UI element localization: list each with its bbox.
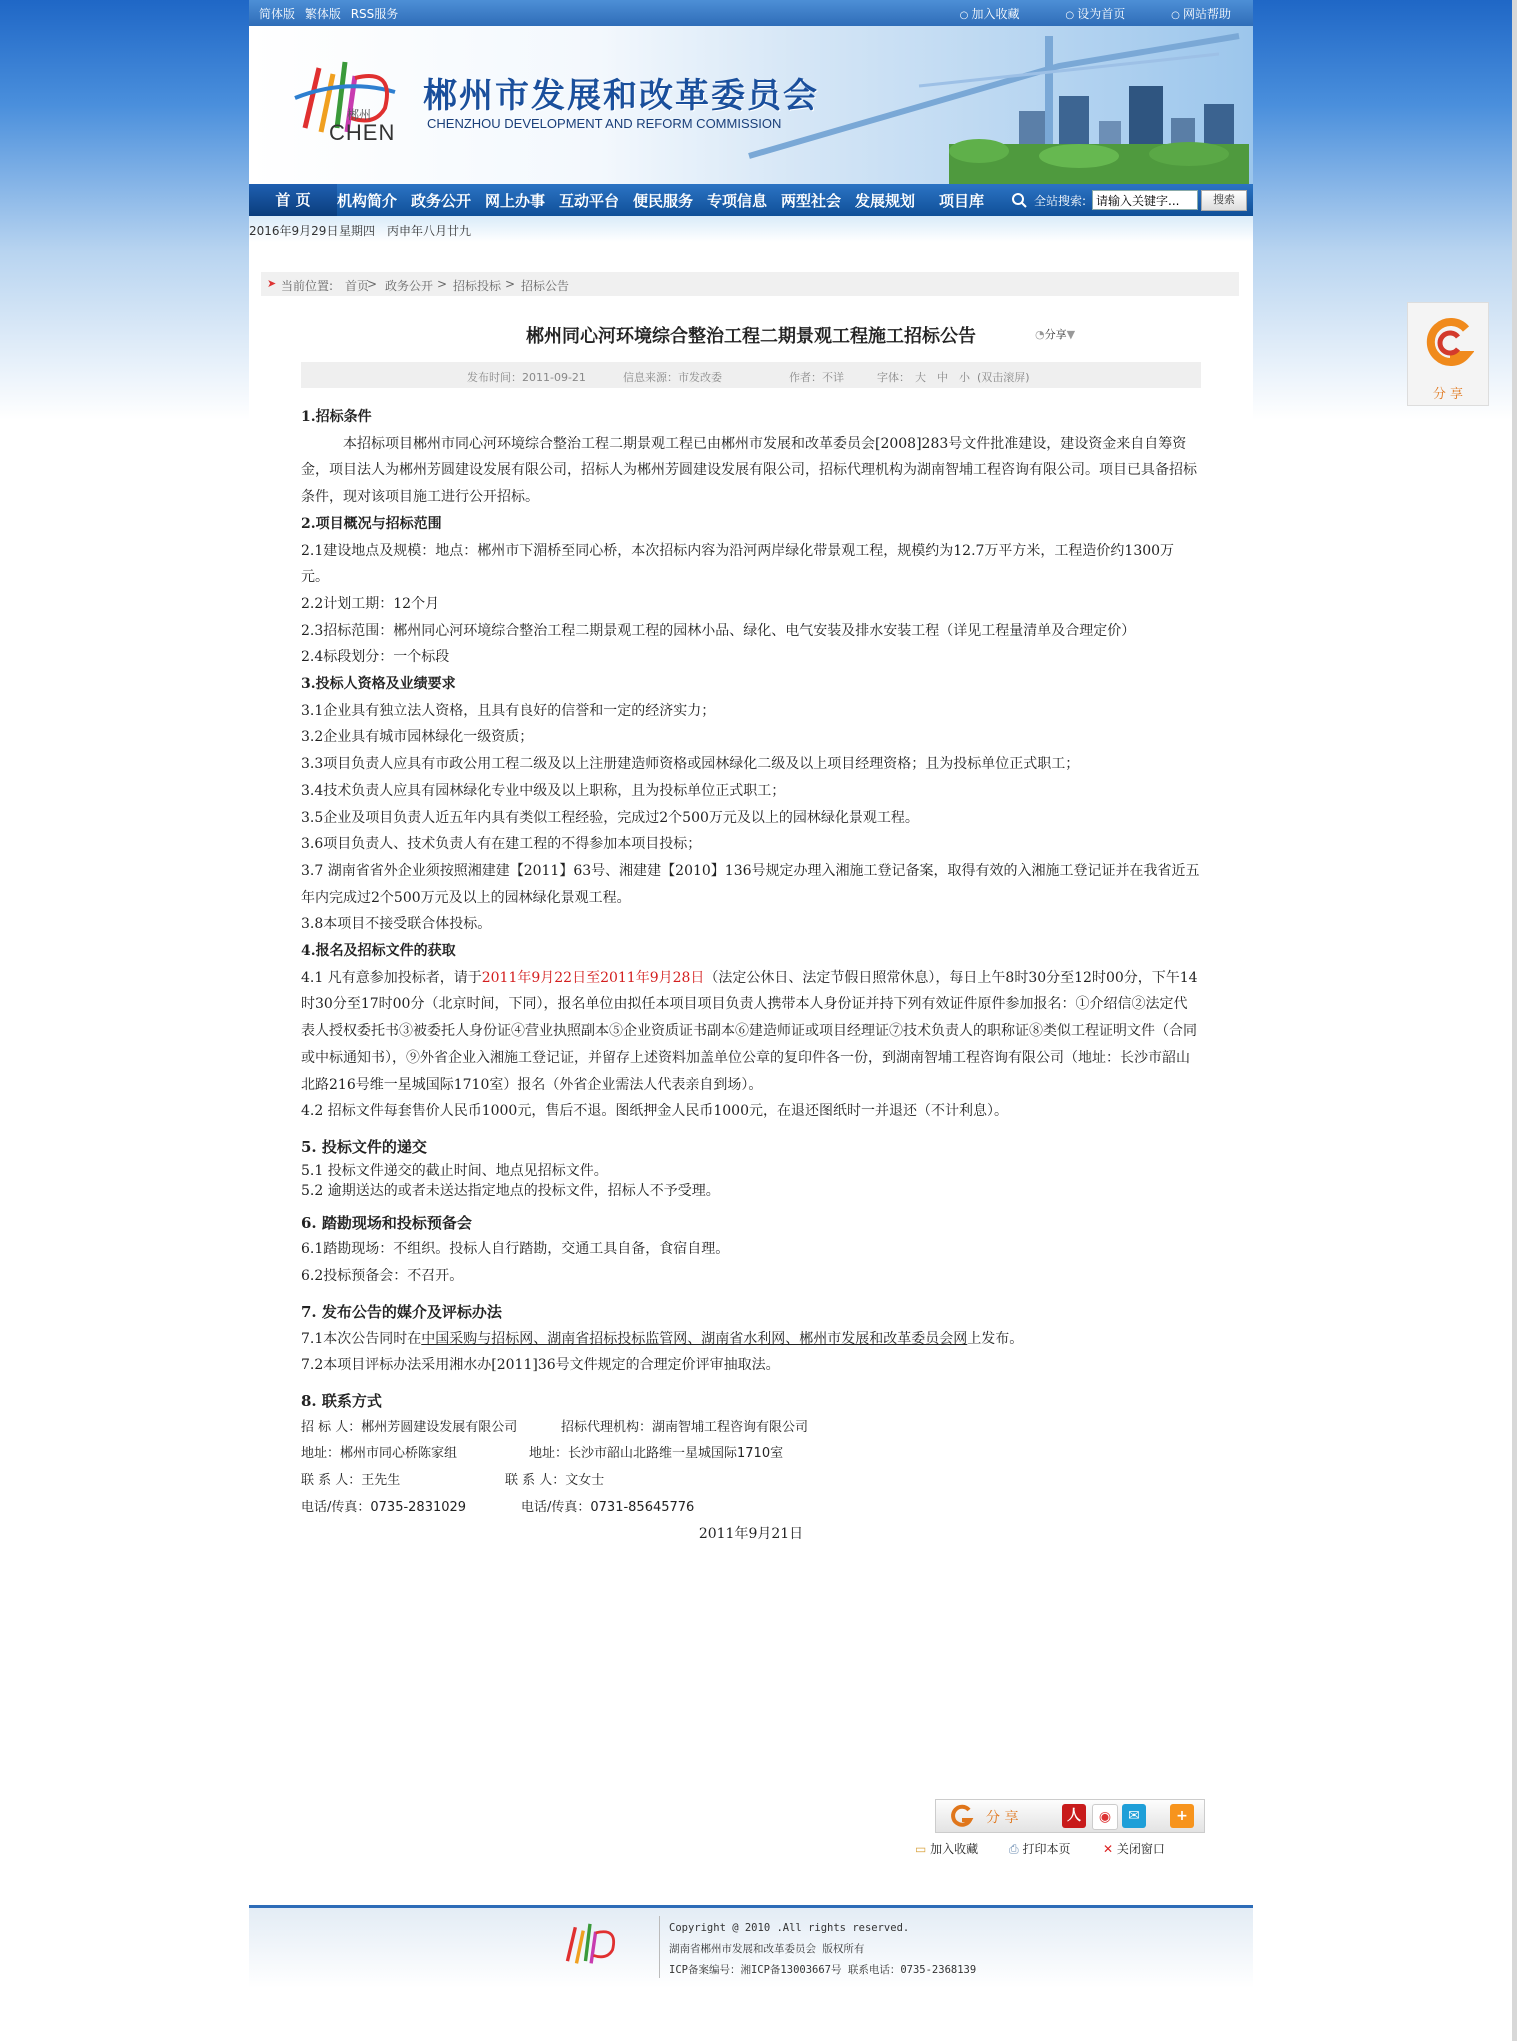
breadcrumb-home[interactable]: 首页 [345, 279, 370, 293]
set-homepage-link[interactable]: ○ 设为首页 [1065, 7, 1125, 21]
share-small-label: 分享 [1044, 328, 1067, 341]
footer-separator [659, 1916, 660, 1978]
section-title: 8. 联系方式 [301, 1391, 382, 1410]
contact-person-1: 联 系 人：王先生 [301, 1473, 401, 1489]
scroll-hint: (双击滚屏) [977, 371, 1030, 384]
contact-address-2: 地址：长沙市韶山北路维一星城国际1710室 [529, 1446, 784, 1462]
breadcrumb-label: 当前位置: [281, 279, 334, 293]
page-container [249, 0, 1253, 2041]
text: 上发布。 [967, 1330, 1024, 1347]
contact-tel-2: 电话/传真：0731-85645776 [521, 1499, 695, 1515]
article-title: 郴州同心河环境综合整治工程二期景观工程施工招标公告 [526, 326, 976, 347]
footer-text [669, 1918, 976, 1981]
publish-media-links[interactable]: 中国采购与招标网、湖南省招标投标监管网、湖南省水利网、郴州市发展和改革委员会网 [421, 1330, 968, 1347]
nav-item-special[interactable]: 专项信息 [707, 192, 768, 210]
lang-traditional-link[interactable]: 繁体版 [304, 7, 341, 21]
breadcrumb-sep: > [367, 277, 378, 291]
current-date: 2016年9月29日 [249, 224, 339, 238]
rss-link[interactable]: RSS服务 [350, 7, 399, 21]
contact-tenderer: 招 标 人：郴州芳圆建设发展有限公司 [301, 1419, 518, 1435]
close-action[interactable] [1103, 1840, 1165, 1857]
share-logo-icon [950, 1804, 974, 1828]
city-skyline-illustration [719, 26, 1253, 184]
people-daily-icon[interactable]: 人 [1062, 1804, 1086, 1828]
paragraph: 3.4技术负责人应具有园林绿化专业中级及以上职称，且为投标单位正式职工； [301, 782, 786, 799]
nav-item-projects[interactable]: 项目库 [939, 192, 985, 210]
add-favorite-action[interactable] [915, 1840, 978, 1857]
site-subtitle: CHENZHOU DEVELOPMENT AND REFORM COMMISSION [427, 116, 782, 131]
site-help-link[interactable]: ○ 网站帮助 [1171, 7, 1231, 21]
qzone-icon[interactable]: ✉ [1122, 1804, 1146, 1828]
nav-item-org[interactable]: 机构简介 [337, 192, 398, 210]
contact-address-1: 地址：郴州市同心桥陈家组 [301, 1446, 458, 1462]
nav-item-online[interactable]: 网上办事 [485, 192, 546, 210]
text: （法定公休日、法定节假日照常休息），每日上午8时30分至12时00分，下午14时30分至17时00分（北京时间，下同），报名单位由拟任本项目项目负责人携带本人身份证并持下列有效证件原件参加报名：①介绍信②法定代表人授权委托书③被委托人身份证④营业执照副本⑤企业资质证书副本⑥建造师证或项目经理证⑦技术负责人的职称证⑧类似工程证明文件（合同或中标通知书），⑨外省企业入湘施工登记证，并留存上述资料加盖单位公章的复印件各一份，到湖南智埔工程咨询有限公司（地址：长沙市韶山北路216号维一星城国际1710室）报名（外省企业需法人代表亲自到场）。 [301, 969, 1198, 1093]
paragraph: 本招标项目郴州市同心河环境综合整治工程二期景观工程已由郴州市发展和改革委员会[2008]283号文件批准建设，建设资金来自自筹资金，项目法人为郴州芳圆建设发展有限公司，招标人为郴州芳圆建设发展有限公司，招标代理机构为湖南智埔工程咨询有限公司。项目已具备招标条件，现对该项目施工进行公开招标。 [301, 435, 1197, 506]
paragraph: 7.2本项目评标办法采用湘水办[2011]36号文件规定的合理定价评审抽取法。 [301, 1357, 780, 1374]
paragraph [301, 965, 1201, 1099]
side-share-label: 分 享 [1432, 387, 1464, 402]
section-title: 1.招标条件 [301, 409, 372, 425]
folder-icon: ▭ [915, 1842, 927, 1856]
share-small-icon: ◔ [1035, 328, 1045, 341]
add-favorite-link[interactable]: ○ 加入收藏 [960, 7, 1020, 21]
section-title: 7. 发布公告的媒介及评标办法 [301, 1302, 502, 1321]
breadcrumb-sep: > [505, 277, 516, 291]
breadcrumb [261, 272, 1239, 296]
sign-date: 2011年9月21日 [698, 1526, 804, 1543]
breadcrumb-gov[interactable]: 政务公开 [385, 279, 434, 293]
contact-agent: 招标代理机构：湖南智埔工程咨询有限公司 [561, 1419, 809, 1435]
paragraph: 2.3招标范围：郴州同心河环境综合整治工程二期景观工程的园林小品、绿化、电气安装及排水安装工程（详见工程量清单及合理定价） [301, 622, 1136, 639]
section-title: 3.投标人资格及业绩要求 [301, 676, 456, 693]
paragraph: 2.4标段划分：一个标段 [301, 649, 450, 666]
footer-owner: 湖南省郴州市发展和改革委员会 版权所有 [669, 1943, 865, 1955]
section-title: 2.项目概况与招标范围 [301, 515, 442, 532]
logo-en-text: CHEN [329, 120, 396, 145]
lunar-date: 丙申年八月廿九 [387, 224, 472, 238]
main-nav [249, 184, 1253, 216]
footer-copyright: Copyright @ 2010 .All rights reserved. [669, 1922, 910, 1934]
logo-cn-text: 郴州 [347, 108, 372, 122]
header-banner [249, 26, 1253, 184]
printer-icon: ⎙ [1009, 1842, 1019, 1856]
registration-dates: 2011年9月22日至2011年9月28日 [481, 969, 705, 986]
breadcrumb-bidding[interactable]: 招标投标 [453, 279, 502, 293]
font-medium-button[interactable]: 中 [937, 371, 948, 384]
paragraph: 6.1踏勘现场：不组织。投标人自行踏勘，交通工具自备，食宿自理。 [301, 1241, 730, 1258]
footer-logo-icon [555, 1916, 625, 1978]
search-icon [1011, 192, 1027, 208]
print-action[interactable] [1009, 1840, 1070, 1857]
nav-item-society[interactable]: 两型社会 [781, 192, 842, 210]
font-large-button[interactable]: 大 [915, 371, 926, 384]
breadcrumb-sep: > [437, 277, 448, 291]
text: 4.1 凡有意参加投标者，请于 [301, 969, 482, 986]
share-small-button[interactable] [1035, 326, 1075, 342]
close-label: 关闭窗口 [1116, 1842, 1165, 1856]
weibo-icon[interactable]: ◉ [1092, 1804, 1118, 1830]
share-label: 分 享 [986, 1810, 1019, 1826]
paragraph: 4.2 招标文件每套售价人民币1000元，售后不退。图纸押金人民币1000元，在退还图纸时一并退还（不计利息）。 [301, 1103, 1008, 1120]
paragraph: 3.5企业及项目负责人近五年内具有类似工程经验，完成过2个500万元及以上的园林绿化景观工程。 [301, 809, 919, 826]
font-small-button[interactable]: 小 [959, 371, 970, 384]
nav-home[interactable]: 首 页 [249, 184, 337, 216]
search-label: 全站搜索: [1034, 194, 1087, 208]
breadcrumb-arrow-icon: ➤ [267, 277, 277, 290]
share-bar[interactable] [935, 1799, 1205, 1833]
article-body [301, 404, 1201, 1548]
meta-source: 信息来源：市发改委 [623, 371, 722, 384]
section-title: 5. 投标文件的递交 [301, 1137, 427, 1156]
text: 7.1本次公告同时在 [301, 1330, 422, 1347]
meta-published: 发布时间：2011-09-21 [467, 371, 586, 384]
section-title: 4.报名及招标文件的获取 [301, 943, 456, 960]
paragraph: 2.1建设地点及规模：地点：郴州市下湄桥至同心桥，本次招标内容为沿河两岸绿化带景观工程，规模约为12.7万平方米，工程造价约1300万元。 [301, 542, 1175, 586]
lang-simplified-link[interactable]: 简体版 [259, 7, 296, 21]
contact-person-2: 联 系 人：文女士 [505, 1473, 605, 1489]
search-input[interactable] [1092, 190, 1198, 210]
paragraph: 3.1企业具有独立法人资格，且具有良好的信誉和一定的经济实力； [301, 702, 716, 719]
paragraph: 6.2投标预备会：不召开。 [301, 1268, 464, 1285]
search-button[interactable]: 搜索 [1201, 190, 1247, 211]
close-icon: ✕ [1103, 1842, 1114, 1856]
top-bar [249, 0, 1253, 26]
nav-item-gov[interactable]: 政务公开 [411, 192, 472, 210]
add-favorite-label: 加入收藏 [930, 1842, 979, 1856]
paragraph: 3.3项目负责人应具有市政公用工程二级及以上注册建造师资格或园林绿化二级及以上项目经理资格；且为投标单位正式职工； [301, 756, 1080, 773]
nav-item-service[interactable]: 便民服务 [633, 192, 694, 210]
paragraph [301, 1326, 1201, 1353]
print-label: 打印本页 [1022, 1842, 1071, 1856]
share-logo-icon [1422, 313, 1474, 375]
paragraph: 3.6项目负责人、技术负责人有在建工程的不得参加本项目投标； [301, 836, 702, 853]
footer [249, 1908, 1253, 1988]
section-title: 6. 踏勘现场和投标预备会 [301, 1213, 472, 1232]
paragraph: 3.8本项目不接受联合体投标。 [301, 916, 492, 933]
floating-share-button[interactable] [1407, 302, 1489, 406]
footer-icp: ICP备案编号：湘ICP备13003667号 联系电话：0735-2368139 [669, 1964, 977, 1976]
chevron-down-icon: ▼ [1066, 328, 1076, 341]
paragraph: 3.2企业具有城市园林绿化一级资质； [301, 729, 534, 746]
meta-author: 作者：不详 [789, 371, 844, 384]
window-edge [1512, 0, 1517, 2041]
paragraph: 5.1 投标文件递交的截止时间、地点见招标文件。 [301, 1162, 608, 1179]
nav-item-plan[interactable]: 发展规划 [855, 192, 916, 210]
paragraph: 3.7 湖南省省外企业须按照湘建建【2011】63号、湘建建【2010】136号规定办理入湘施工登记备案，取得有效的入湘施工登记证并在我省近五年内完成过2个500万元及以上的园林绿化景观工程。 [301, 862, 1200, 906]
site-title: 郴州市发展和改革委员会 [423, 76, 819, 116]
paragraph: 2.2计划工期：12个月 [301, 595, 440, 612]
paragraph: 5.2 逾期送达的或者未送达指定地点的投标文件，招标人不予受理。 [301, 1182, 720, 1199]
contact-tel-1: 电话/传真：0735-2831029 [301, 1499, 467, 1515]
breadcrumb-current[interactable]: 招标公告 [521, 279, 570, 293]
nav-item-interact[interactable]: 互动平台 [559, 192, 620, 210]
article-meta [301, 362, 1201, 388]
current-weekday: 星期四 [339, 224, 376, 238]
date-bar [249, 216, 1253, 242]
more-share-icon[interactable]: + [1170, 1804, 1194, 1828]
meta-font-label: 字体： [877, 371, 910, 384]
contact-block [301, 1415, 1201, 1522]
